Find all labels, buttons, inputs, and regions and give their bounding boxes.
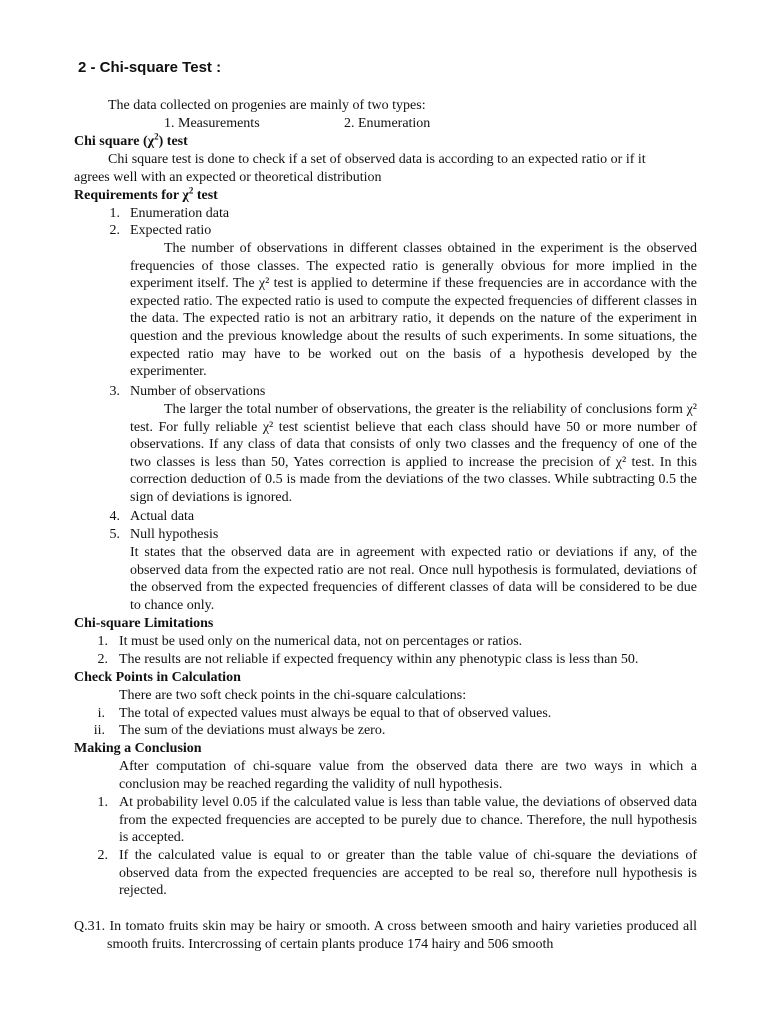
chi-test-line2: agrees well with an expected or theoretical distribution — [74, 170, 382, 185]
conclusion-item2: If the calculated value is equal to or greater than the table value of chi-square the deviations of observed data from the expected frequencies are accepted to be real so, therefore null hypothesis is rejected. — [119, 848, 697, 899]
chi-test-heading: Chi square $(\chi^2)$ test — [74, 131, 188, 149]
limitation-item1-number: 1. — [97, 634, 108, 649]
limitation-item2-number: 2. — [97, 652, 108, 667]
req-item3-number: 3. — [109, 384, 120, 399]
req-item3: Number of observations — [130, 384, 266, 399]
req-item2-number: 2. — [109, 223, 120, 238]
req-item1: Enumeration data — [130, 206, 230, 221]
limitation-item2: The results are not reliable if expected frequency within any phenotypic class is less than 50. — [119, 652, 639, 667]
req-item5-body: It states that the observed data are in agreement with expected ratio or deviations if any, of the observed data from the expected ratio are not real. Once null hypothesis is formulated, deviations of the observed from the expected frequencies of different classes of data will be considered to be due to chance only. — [130, 545, 697, 613]
checkpoints-heading: Check Points in Calculation — [74, 670, 241, 685]
chi-test-line1: Chi square test is done to check if a set of observed data is according to an expected ratio or if it — [108, 152, 646, 167]
checkpoint-item2-number: ii. — [93, 723, 105, 738]
type-measurements: 1. Measurements — [164, 116, 260, 131]
conclusion-item1-number: 1. — [97, 795, 108, 810]
question-q31: Q.31. In tomato fruits skin may be hairy or smooth. A cross between smooth and hairy varieties produced all smooth fruits. Intercrossing of certain plants produce 174 hairy and 506 smooth — [74, 919, 697, 952]
req-item5: Null hypothesis — [130, 527, 219, 542]
type-enumeration: 2. Enumeration — [344, 116, 431, 131]
requirements-heading: Requirements for $\chi^2$ test — [74, 185, 218, 203]
checkpoint-item1: The total of expected values must always be equal to that of observed values. — [119, 706, 552, 721]
limitations-heading: Chi-square Limitations — [74, 616, 214, 631]
conclusion-heading: Making a Conclusion — [74, 741, 202, 756]
conclusion-intro: After computation of chi-square value from the observed data there are two ways in which a conclusion may be reached regarding the validity of null hypothesis. — [119, 759, 697, 792]
intro-line: The data collected on progenies are mainly of two types: — [108, 98, 426, 113]
conclusion-item1: At probability level 0.05 if the calculated value is less than table value, the deviations of observed data from the expected frequencies are accepted to be purely due to chance. Therefore, the null hypothesis is accepted. — [119, 795, 697, 846]
req-item5-number: 5. — [109, 527, 120, 542]
checkpoint-item2: The sum of the deviations must always be zero. — [119, 723, 386, 738]
conclusion-item2-number: 2. — [97, 848, 108, 863]
req-item2: Expected ratio — [130, 223, 212, 238]
checkpoint-item1-number: i. — [97, 706, 105, 721]
section-title: 2 - Chi-square Test : — [78, 59, 222, 76]
req-item2-body: The number of observations in different classes obtained in the experiment is the observed frequencies of those classes. The expected ratio is generally obvious for more implied in the experiment itself. The χ² test is applied to determine if these frequencies are in accordance with the expected ratio. The expected ratio is used to compute the expected frequencies of different classes in the data. The expected ratio is not an arbitrary ratio, it depends on the nature of the experiment in question and the previous knowledge about the results of such experiments. In some situations, the expected ratio may have to be worked out on the basis of a hypothesis developed by the experimenter. — [130, 241, 697, 380]
req-item1-number: 1. — [109, 206, 120, 221]
req-item4: Actual data — [130, 509, 195, 524]
checkpoints-intro: There are two soft check points in the chi-square calculations: — [119, 688, 467, 703]
req-item3-body: The larger the total number of observations, the greater is the reliability of conclusions form χ² test. For fully reliable χ² test scientist believe that each class should have 50 or more number of observations. If any class of data that consists of only two classes and the frequency of one of the two classes is less than 50, Yates correction is applied to increase the precision of χ² test. In this correction deduction of 0.5 is made from the deviations of the two classes. While subtracting 0.5 the sign of deviations is ignored. — [130, 402, 697, 505]
limitation-item1: It must be used only on the numerical data, not on percentages or ratios. — [119, 634, 523, 649]
req-item4-number: 4. — [109, 509, 120, 524]
